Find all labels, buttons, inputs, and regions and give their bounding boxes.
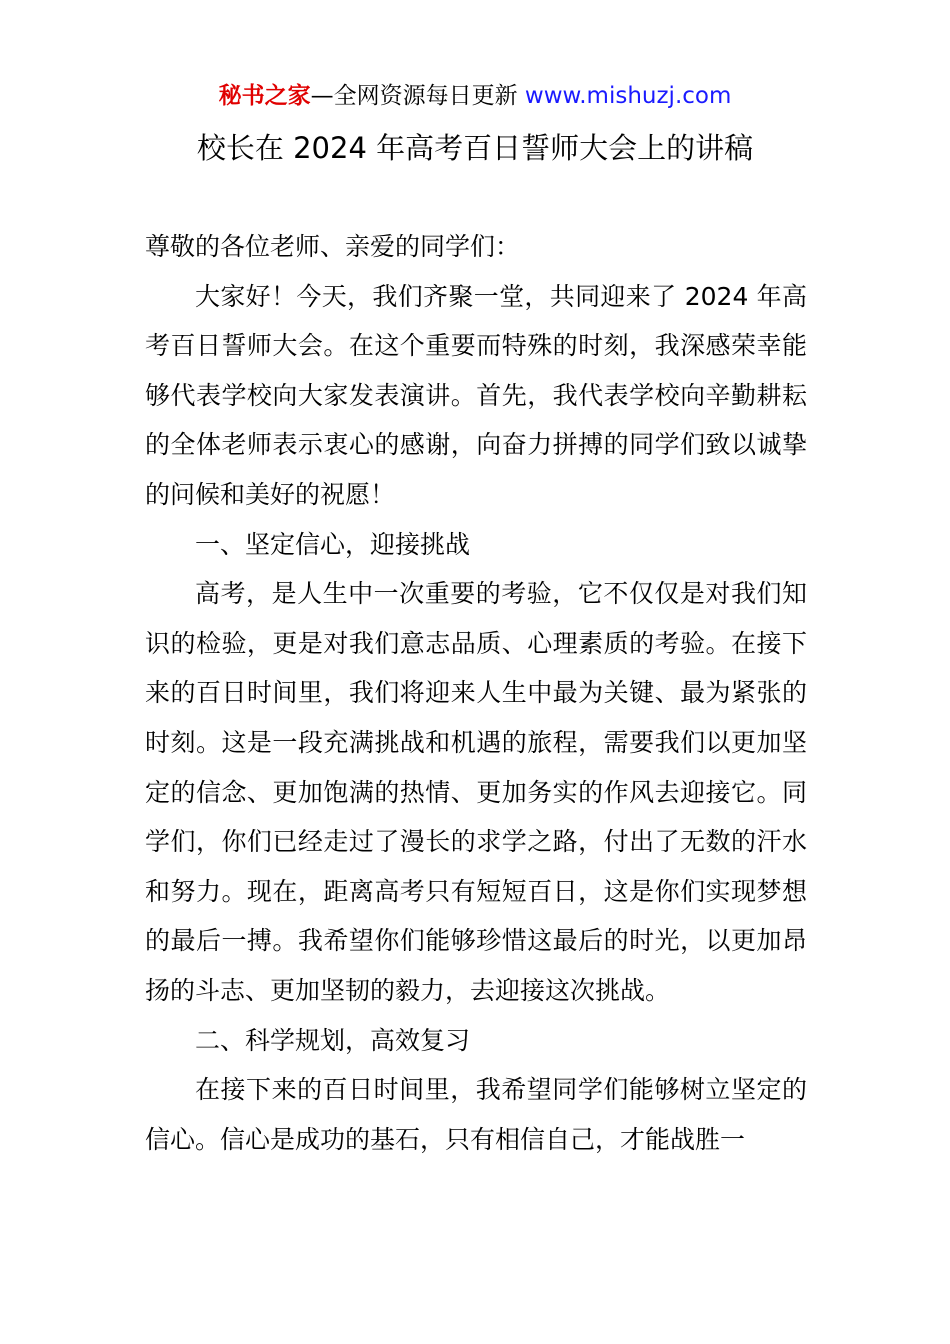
site-url-link[interactable]: www.mishuzj.com — [524, 83, 732, 109]
document-title: 校长在 2024 年高考百日誓师大会上的讲稿 — [196, 131, 754, 165]
section-heading-1: 一、坚定信心，迎接挑战 — [195, 529, 471, 559]
section-heading-2: 二、科学规划，高效复习 — [195, 1025, 471, 1055]
header-tagline: —全网资源每日更新 — [310, 83, 518, 109]
paragraph-opening: 大家好！今天，我们齐聚一堂，共同迎来了 2024 年高考百日誓师大会。在这个重要而特殊的时刻，我深感荣幸能够代表学校向大家发表演讲。首先，我代表学校向辛勤耕耘的全体老师表示衷心的感谢，向奋力拼搏的同学们致以诚挚的问候和美好的祝愿！ — [145, 281, 807, 509]
site-header — [0, 80, 950, 112]
brand-name: 秘书之家 — [218, 83, 311, 109]
document-body — [145, 222, 807, 1164]
paragraph-section-2: 在接下来的百日时间里，我希望同学们能够树立坚定的信心。信心是成功的基石，只有相信自己，才能战胜一 — [145, 1075, 807, 1154]
paragraph-section-1: 高考，是人生中一次重要的考验，它不仅仅是对我们知识的检验，更是对我们意志品质、心理素质的考验。在接下来的百日时间里，我们将迎来人生中最为关键、最为紧张的时刻。这是一段充满挑战和机遇的旅程，需要我们以更加坚定的信念、更加饱满的热情、更加务实的作风去迎接它。同学们，你们已经走过了漫长的求学之路，付出了无数的汗水和努力。现在，距离高考只有短短百日，这是你们实现梦想的最后一搏。我希望你们能够珍惜这最后的时光，以更加昂扬的斗志、更加坚韧的毅力，去迎接这次挑战。 — [145, 579, 807, 1005]
greeting: 尊敬的各位老师、亲爱的同学们： — [145, 232, 521, 261]
